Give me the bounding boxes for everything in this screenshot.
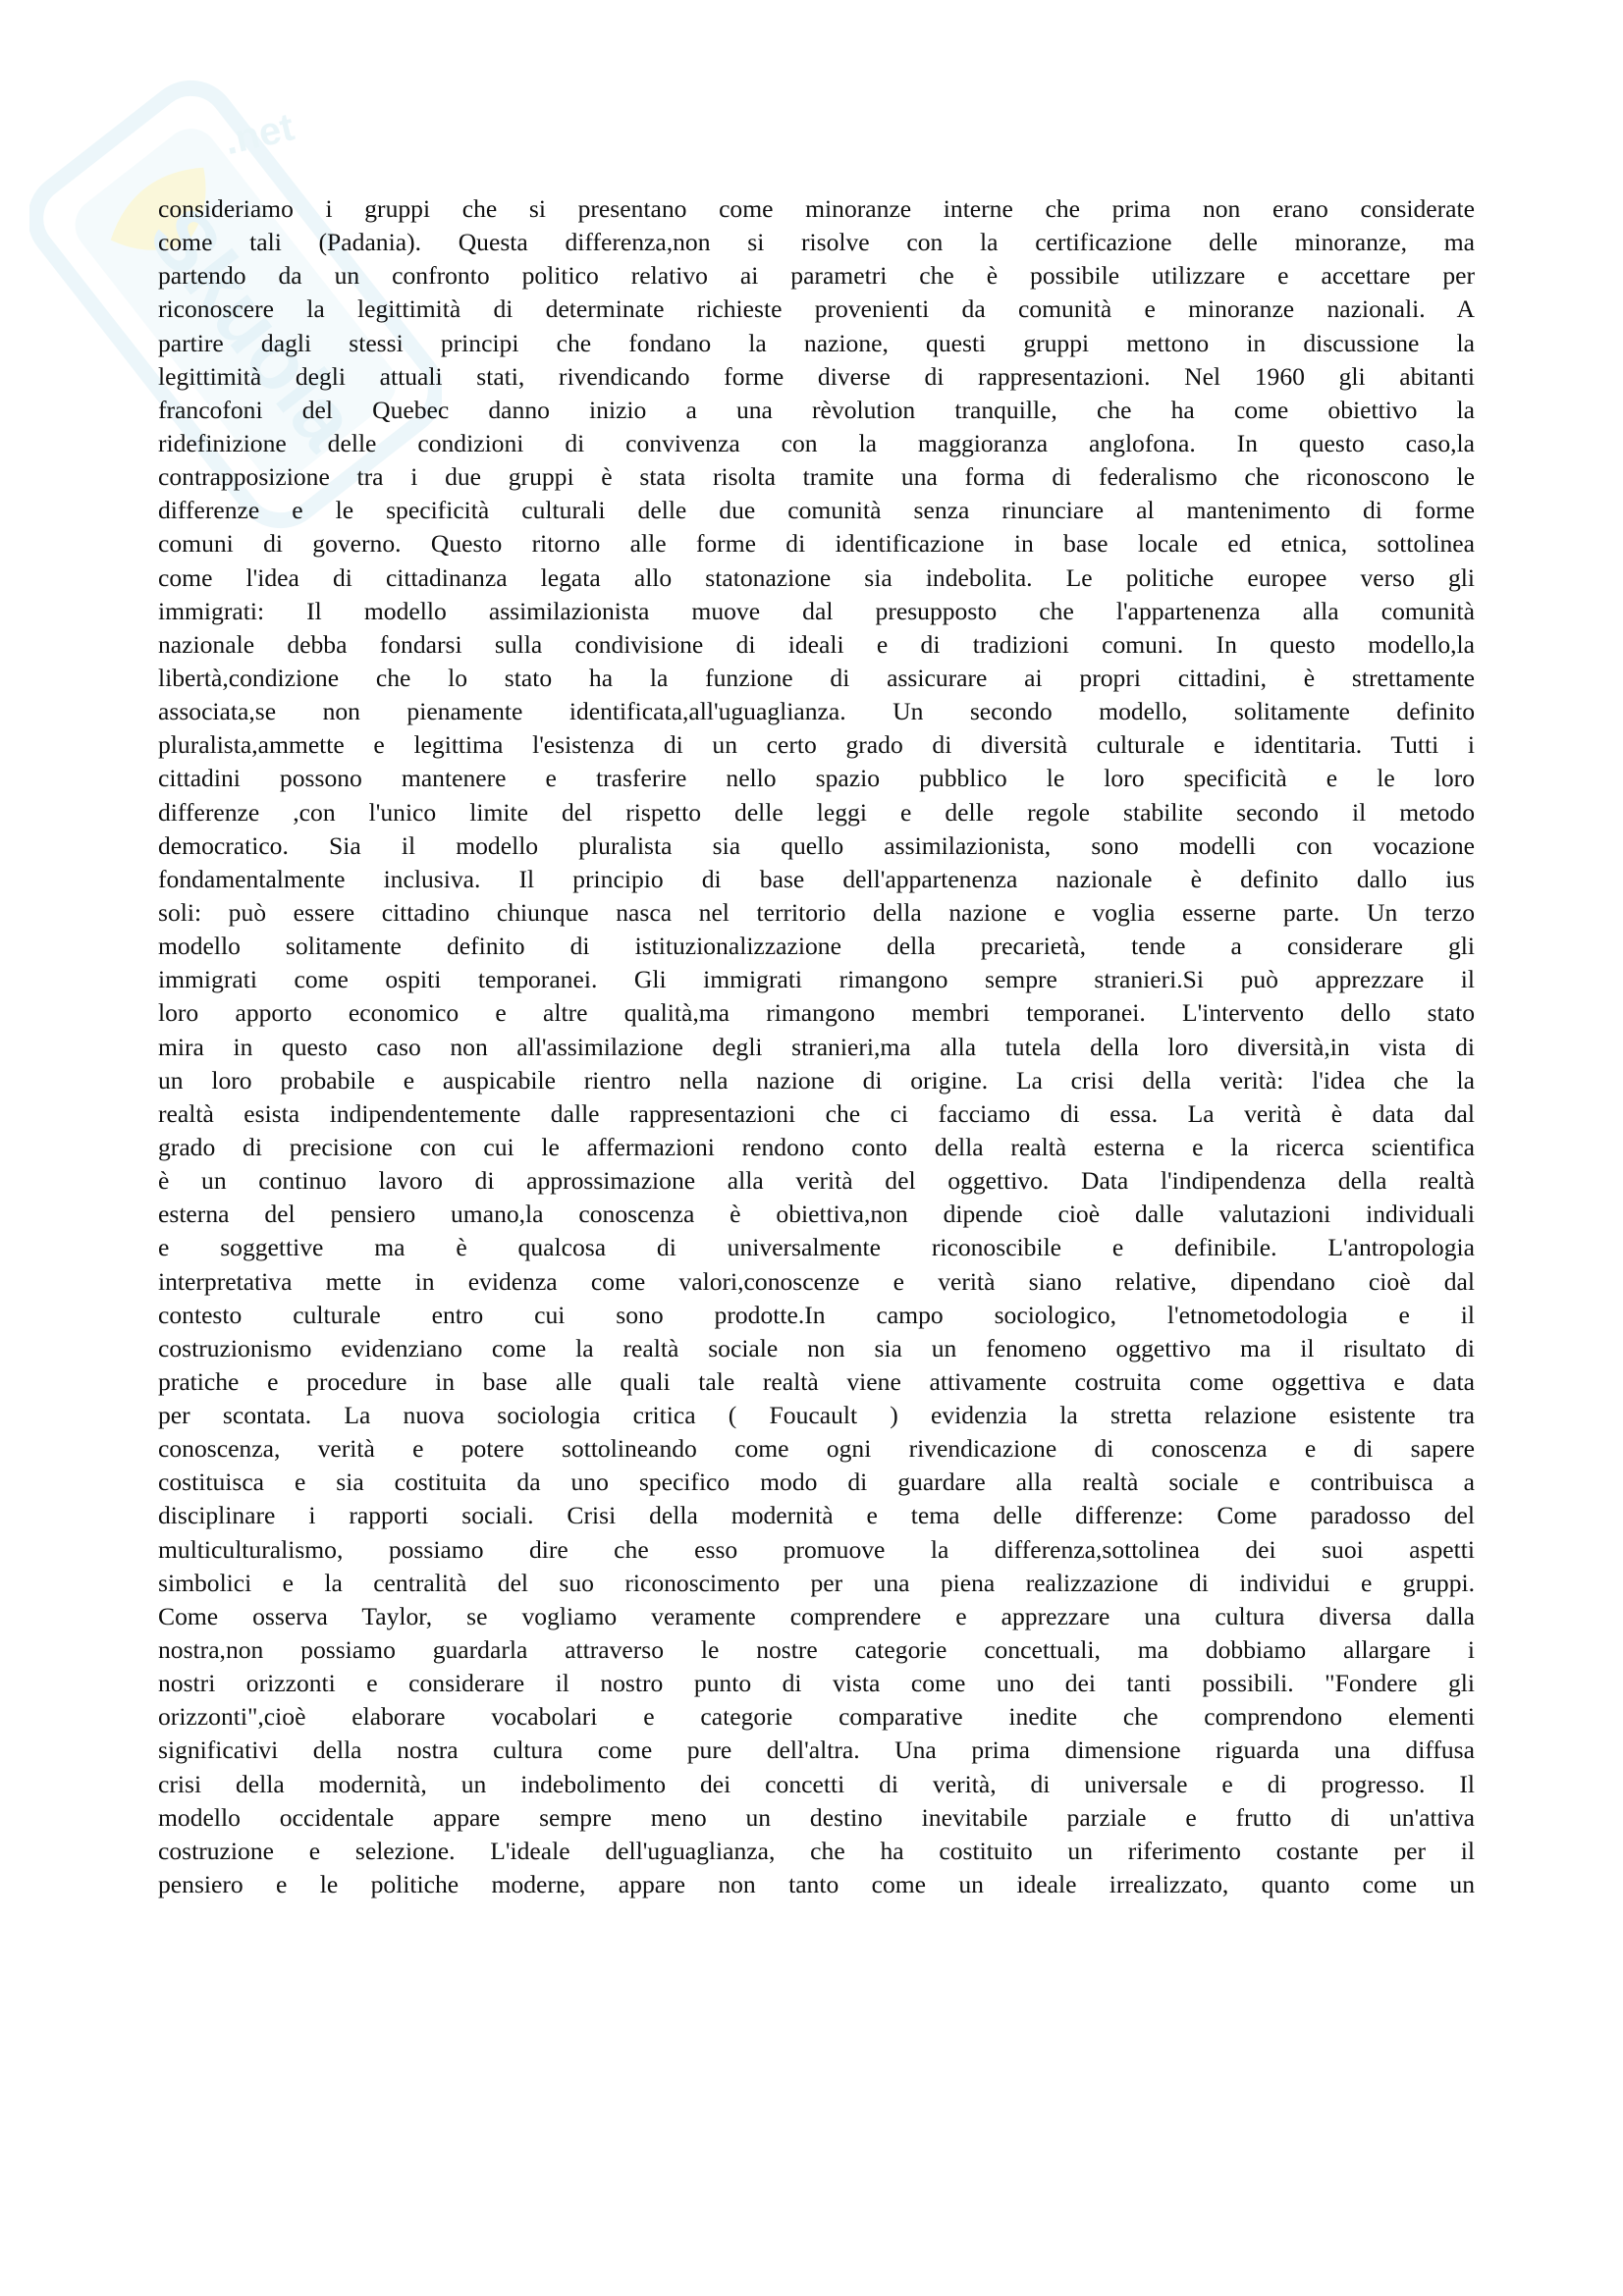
text-line: cittadini possono mantenere e trasferire nello spazio pubblico le loro specificità e le loro [158, 764, 1475, 793]
text-line: pratiche e procedure in base alle quali tale realtà viene attivamente costruita come oggettiva e data [158, 1366, 1475, 1396]
text-line: francofoni del Quebec danno inizio a una rèvolution tranquille, che ha come obiettivo la [158, 395, 1475, 424]
text-line: crisi della modernità, un indebolimento dei concetti di verità, di universale e di progresso. Il [158, 1769, 1475, 1798]
text-line: democratico. Sia il modello pluralista sia quello assimilazionista, sono modelli con vocazione [158, 830, 1475, 860]
svg-text:Skuola: Skuola [131, 189, 376, 466]
text-line: partire dagli stessi principi che fondano la nazione, questi gruppi mettono in discussione la [158, 328, 1475, 357]
text-line: costituisca e sia costituita da uno specifico modo di guardare alla realtà sociale e contribuisca a [158, 1468, 1475, 1497]
text-line: un loro probabile e auspicabile rientro nella nazione di origine. La crisi della verità: l'idea che la [158, 1065, 1475, 1095]
text-line: multiculturalismo, possiamo dire che esso promuove la differenza,sottolinea dei suoi aspetti [158, 1534, 1475, 1564]
text-line: conoscenza, verità e potere sottolineando come ogni rivendicazione di conoscenza e di sapere [158, 1434, 1475, 1464]
text-line: nostra,non possiamo guardarla attraverso le nostre categorie concettuali, ma dobbiamo allargare i [158, 1635, 1475, 1665]
text-line: realtà esista indipendentemente dalle rappresentazioni che ci facciamo di essa. La verità è data dal [158, 1098, 1475, 1128]
text-line: mira in questo caso non all'assimilazione degli stranieri,ma alla tutela della loro diversità,in vista di [158, 1032, 1475, 1061]
text-line: partendo da un confronto politico relativo ai parametri che è possibile utilizzare e accettare per [158, 261, 1475, 291]
text-line: come tali (Padania). Questa differenza,non si risolve con la certificazione delle minoranze, ma [158, 228, 1475, 257]
text-line: contrapposizione tra i due gruppi è stata risolta tramite una forma di federalismo che riconoscono le [158, 462, 1475, 492]
text-line: grado di precisione con cui le affermazioni rendono conto della realtà esterna e la ricerca scientifica [158, 1132, 1475, 1161]
text-line: costruzione e selezione. L'ideale dell'uguaglianza, che ha costituito un riferimento costante per il [158, 1836, 1475, 1865]
svg-text:.net: .net [220, 105, 298, 164]
text-line: come l'idea di cittadinanza legata allo statonazione sia indebolita. Le politiche europee verso gli [158, 562, 1475, 592]
text-line: contesto culturale entro cui sono prodotte.In campo sociologico, l'etnometodologia e il [158, 1300, 1475, 1329]
text-line: differenze ,con l'unico limite del rispetto delle leggi e delle regole stabilite secondo il metodo [158, 797, 1475, 827]
text-line: fondamentalmente inclusiva. Il principio di base dell'appartenenza nazionale è definito dallo ius [158, 864, 1475, 893]
text-line: modello occidentale appare sempre meno un destino inevitabile parziale e frutto di un'attiva [158, 1802, 1475, 1832]
text-line: immigrati come ospiti temporanei. Gli immigrati rimangono sempre stranieri.Si può apprezzare il [158, 965, 1475, 994]
text-line: differenze e le specificità culturali delle due comunità senza rinunciare al mantenimento di forme [158, 496, 1475, 525]
text-line: libertà,condizione che lo stato ha la funzione di assicurare ai propri cittadini, è strettamente [158, 663, 1475, 692]
text-line: è un continuo lavoro di approssimazione alla verità del oggettivo. Data l'indipendenza della realtà [158, 1166, 1475, 1196]
text-line: pluralista,ammette e legittima l'esistenza di un certo grado di diversità culturale e identitaria. Tutti i [158, 730, 1475, 760]
text-line: ridefinizione delle condizioni di convivenza con la maggioranza anglofona. In questo caso,la [158, 428, 1475, 457]
text-line: associata,se non pienamente identificata,all'uguaglianza. Un secondo modello, solitamente definito [158, 697, 1475, 726]
text-line: nostri orizzonti e considerare il nostro punto di vista come uno dei tanti possibili. "Fondere gli [158, 1669, 1475, 1698]
text-line: legittimità degli attuali stati, rivendicando forme diverse di rappresentazioni. Nel 1960 gli abitanti [158, 361, 1475, 391]
text-line: immigrati: Il modello assimilazionista muove dal presupposto che l'appartenenza alla comunità [158, 596, 1475, 625]
text-line: esterna del pensiero umano,la conoscenza è obiettiva,non dipende cioè dalle valutazioni individuali [158, 1200, 1475, 1229]
text-line: costruzionismo evidenziano come la realtà sociale non sia un fenomeno oggettivo ma il risultato di [158, 1333, 1475, 1362]
text-line: soli: può essere cittadino chiunque nasca nel territorio della nazione e voglia esserne parte. Un terzo [158, 897, 1475, 927]
text-line: orizzonti",cioè elaborare vocabolari e categorie comparative inedite che comprendono elementi [158, 1702, 1475, 1732]
text-line: simbolici e la centralità del suo riconoscimento per una piena realizzazione di individui e gruppi. [158, 1568, 1475, 1597]
text-line: modello solitamente definito di istituzionalizzazione della precarietà, tende a considerare gli [158, 932, 1475, 961]
text-line: per scontata. La nuova sociologia critica ( Foucault ) evidenzia la stretta relazione esistente tra [158, 1401, 1475, 1430]
text-line: pensiero e le politiche moderne, appare non tanto come un ideale irrealizzato, quanto come un [158, 1870, 1475, 1899]
text-line: interpretativa mette in evidenza come valori,conoscenze e verità siano relative, dipendano cioè dal [158, 1266, 1475, 1296]
body-text [158, 192, 1475, 1901]
text-line: nazionale debba fondarsi sulla condivisione di ideali e di tradizioni comuni. In questo modello,la [158, 629, 1475, 659]
text-line: riconoscere la legittimità di determinate richieste provenienti da comunità e minoranze nazionali. A [158, 294, 1475, 324]
text-line: comuni di governo. Questo ritorno alle forme di identificazione in base locale ed etnica, sottolinea [158, 529, 1475, 559]
text-line: e soggettive ma è qualcosa di universalmente riconoscibile e definibile. L'antropologia [158, 1233, 1475, 1262]
text-line: loro apporto economico e altre qualità,ma rimangono membri temporanei. L'intervento dello stato [158, 998, 1475, 1028]
text-line: disciplinare i rapporti sociali. Crisi della modernità e tema delle differenze: Come paradosso del [158, 1501, 1475, 1530]
text-line: significativi della nostra cultura come pure dell'altra. Una prima dimensione riguarda una diffusa [158, 1735, 1475, 1765]
text-line: Come osserva Taylor, se vogliamo veramente comprendere e apprezzare una cultura diversa dalla [158, 1601, 1475, 1630]
text-line: consideriamo i gruppi che si presentano come minoranze interne che prima non erano considerate [158, 194, 1475, 223]
